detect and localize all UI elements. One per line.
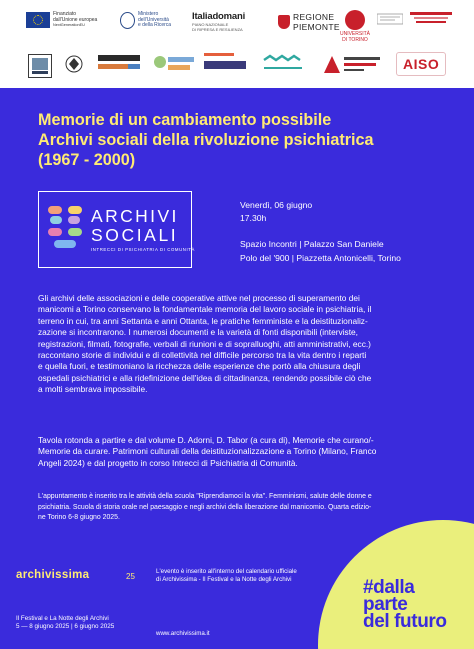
- partner-logo-small: [377, 12, 403, 26]
- calendar-note-line: di Archivissima - Il Festival e la Notte degli Archivi: [156, 576, 292, 584]
- regione-line: PIEMONTE: [293, 22, 340, 32]
- wave-mark-icon: [262, 54, 306, 74]
- paragraph-line: Memorie da curare. Patrimoni culturali della deistituzionalizzazione a Torino (Milano, Franco: [38, 446, 377, 457]
- title-line: Memorie di un cambiamento possibile: [38, 111, 332, 129]
- paragraph-line: e quella fuori, e testimoniano la ricchezza delle esperienze che portò alla chiusura degli: [38, 361, 361, 372]
- title-line: (1967 - 2000): [38, 151, 136, 169]
- regione-line: REGIONE: [293, 12, 335, 22]
- paragraph-line: zazione si incontrarono. I numerosi documenti e la varietà di fonti disponibili (interviste,: [38, 327, 359, 338]
- italiadomani-name: Italiadomani: [192, 11, 246, 22]
- sponsor-logo-band: [0, 0, 474, 88]
- description-paragraph: [38, 293, 442, 396]
- aiso-text: AISO: [396, 52, 446, 76]
- paragraph-line: a molti sembrava impossibile.: [38, 384, 148, 395]
- paragraph-line: Tavola rotonda a partire e dal volume D. Adorni, D. Tabor (a cura di), Memorie che curano/-: [38, 435, 374, 445]
- festival-info: [16, 615, 114, 632]
- event-date: Venerdì, 06 giugno: [240, 200, 313, 210]
- paragraph-line: ospedali psichiatrici e alla ridefinizione dell'idea di cittadinanza, rendendo possibile ciò che: [38, 372, 372, 383]
- festival-dates: 5 — 8 giugno 2025 | 6 giugno 2025: [16, 623, 115, 631]
- mur-logo: [120, 12, 171, 29]
- paragraph-line: Angeli 2024) e dal progetto in corso Intrecci di Psichiatria di Comunità.: [38, 457, 298, 468]
- eu-logo-line: dall'Unione europea: [53, 16, 98, 23]
- title-line: Archivi sociali della rivoluzione psichiatrica: [38, 131, 374, 149]
- paragraph-line: Gli archivi delle associazioni e delle cooperative attive nel processo di superamento dei: [38, 293, 360, 303]
- unito-logo: [338, 10, 372, 43]
- event-panel: [0, 88, 474, 649]
- mur-logo-line: dell'Università: [138, 16, 169, 23]
- sociali-word: SOCIALI: [91, 225, 179, 245]
- school-note: [38, 492, 442, 524]
- il-margine-logo: [98, 55, 140, 75]
- partner-red-mark-icon: [410, 11, 452, 27]
- event-venue-address: Polo del '900 | Piazzetta Antonicelli, Torino: [240, 253, 401, 263]
- paragraph-line: terreno in cui, tra anni Settanta e anni Ottanta, le pratiche femministe e la deistituzionaliz-: [38, 315, 368, 326]
- aldm-mark-icon: [29, 55, 51, 77]
- festival-line: Il Festival e La Notte degli Archivi: [16, 615, 109, 622]
- italiadomani-sub: DI RIPRESA E RESILIENZA: [192, 27, 243, 32]
- archivi-sociali-logo: [38, 191, 195, 268]
- gramsci-mark-icon: [322, 53, 382, 75]
- solidea-logo: [204, 53, 248, 75]
- event-venue: Spazio Incontri | Palazzo San Daniele: [240, 239, 384, 249]
- note-line: ne Torino 6-8 giugno 2025.: [38, 514, 120, 522]
- archivi-figures-icon: [46, 202, 86, 254]
- hashtag-line: del futuro: [363, 611, 447, 632]
- italiadomani-logo: [192, 11, 245, 32]
- mur-logo-line: e della Ricerca: [138, 22, 172, 29]
- unito-seal-icon: [345, 10, 365, 30]
- unito-line: UNIVERSITÀ: [339, 31, 370, 37]
- sogno-cosa-logo: [152, 53, 196, 75]
- paragraph-line: registrazioni, filmati, fotografie, verbali di riunioni e di sopralluoghi, atti amministrativi, ecc.): [38, 338, 371, 349]
- archivi-word: ARCHIVI: [91, 206, 179, 226]
- unito-line: DI TORINO: [342, 36, 368, 43]
- roundtable-paragraph: [38, 435, 442, 469]
- website-link[interactable]: www.archivissima.it: [156, 630, 210, 637]
- solidea-mark-icon: [204, 53, 248, 75]
- note-line: psichiatria. Scuola di storia orale nel paesaggio e negli archivi della liberazione dal manicomio. Quarta edizio-: [38, 503, 372, 511]
- calendar-note: [156, 568, 297, 584]
- italiadomani-sub: PIANO NAZIONALE: [192, 22, 229, 27]
- aldm-logo: [28, 54, 52, 78]
- crest-icon: [64, 54, 84, 76]
- associazione-logo: [262, 54, 306, 74]
- eu-flag-icon: [26, 12, 50, 28]
- event-title: [38, 110, 448, 170]
- hashtag-dalla-parte-del-futuro: [363, 579, 447, 630]
- aiso-logo: [396, 52, 446, 76]
- paragraph-line: manicomi a Torino conservano la fondamentale memoria del lavoro sociale in psichiatria, il: [38, 304, 372, 315]
- mur-logo-line: Ministero: [138, 11, 159, 18]
- archivissima-brand: archivissima: [16, 569, 90, 581]
- sogno-cosa-mark-icon: [152, 53, 196, 75]
- gramsci-logo: [322, 53, 382, 75]
- partner-mark-icon: [377, 12, 403, 26]
- calendar-note-line: L'evento è inserito all'interno del calendario ufficiale: [156, 568, 297, 575]
- eu-logo-line: NextGenerationEU: [53, 23, 85, 27]
- paragraph-line: raccontano storie di individui e di collettività nel difficile percorso tra la vita dentro i reparti: [38, 350, 367, 361]
- italian-emblem-icon: [120, 12, 135, 29]
- eu-logo-line: Finanziato: [53, 11, 77, 17]
- hashtag-line: #dalla: [363, 577, 415, 598]
- regione-piemonte-logo: [278, 12, 340, 32]
- archivissima-edition: 25: [126, 572, 135, 581]
- partner-logo-red: [410, 11, 452, 27]
- hashtag-line: parte: [363, 594, 408, 615]
- archivi-tagline: INTRECCI DI PSICHIATRIA DI COMUNITÀ: [91, 247, 195, 252]
- eu-logo: [26, 12, 97, 29]
- piemonte-shield-icon: [278, 15, 290, 29]
- note-line: L'appuntamento è inserito tra le attività della scuola "Riprendiamoci la vita". Femminismi, salute delle donne e: [38, 493, 372, 500]
- event-time: 17.30h: [240, 213, 267, 223]
- il-margine-mark-icon: [98, 55, 140, 75]
- crest-logo: [64, 54, 84, 76]
